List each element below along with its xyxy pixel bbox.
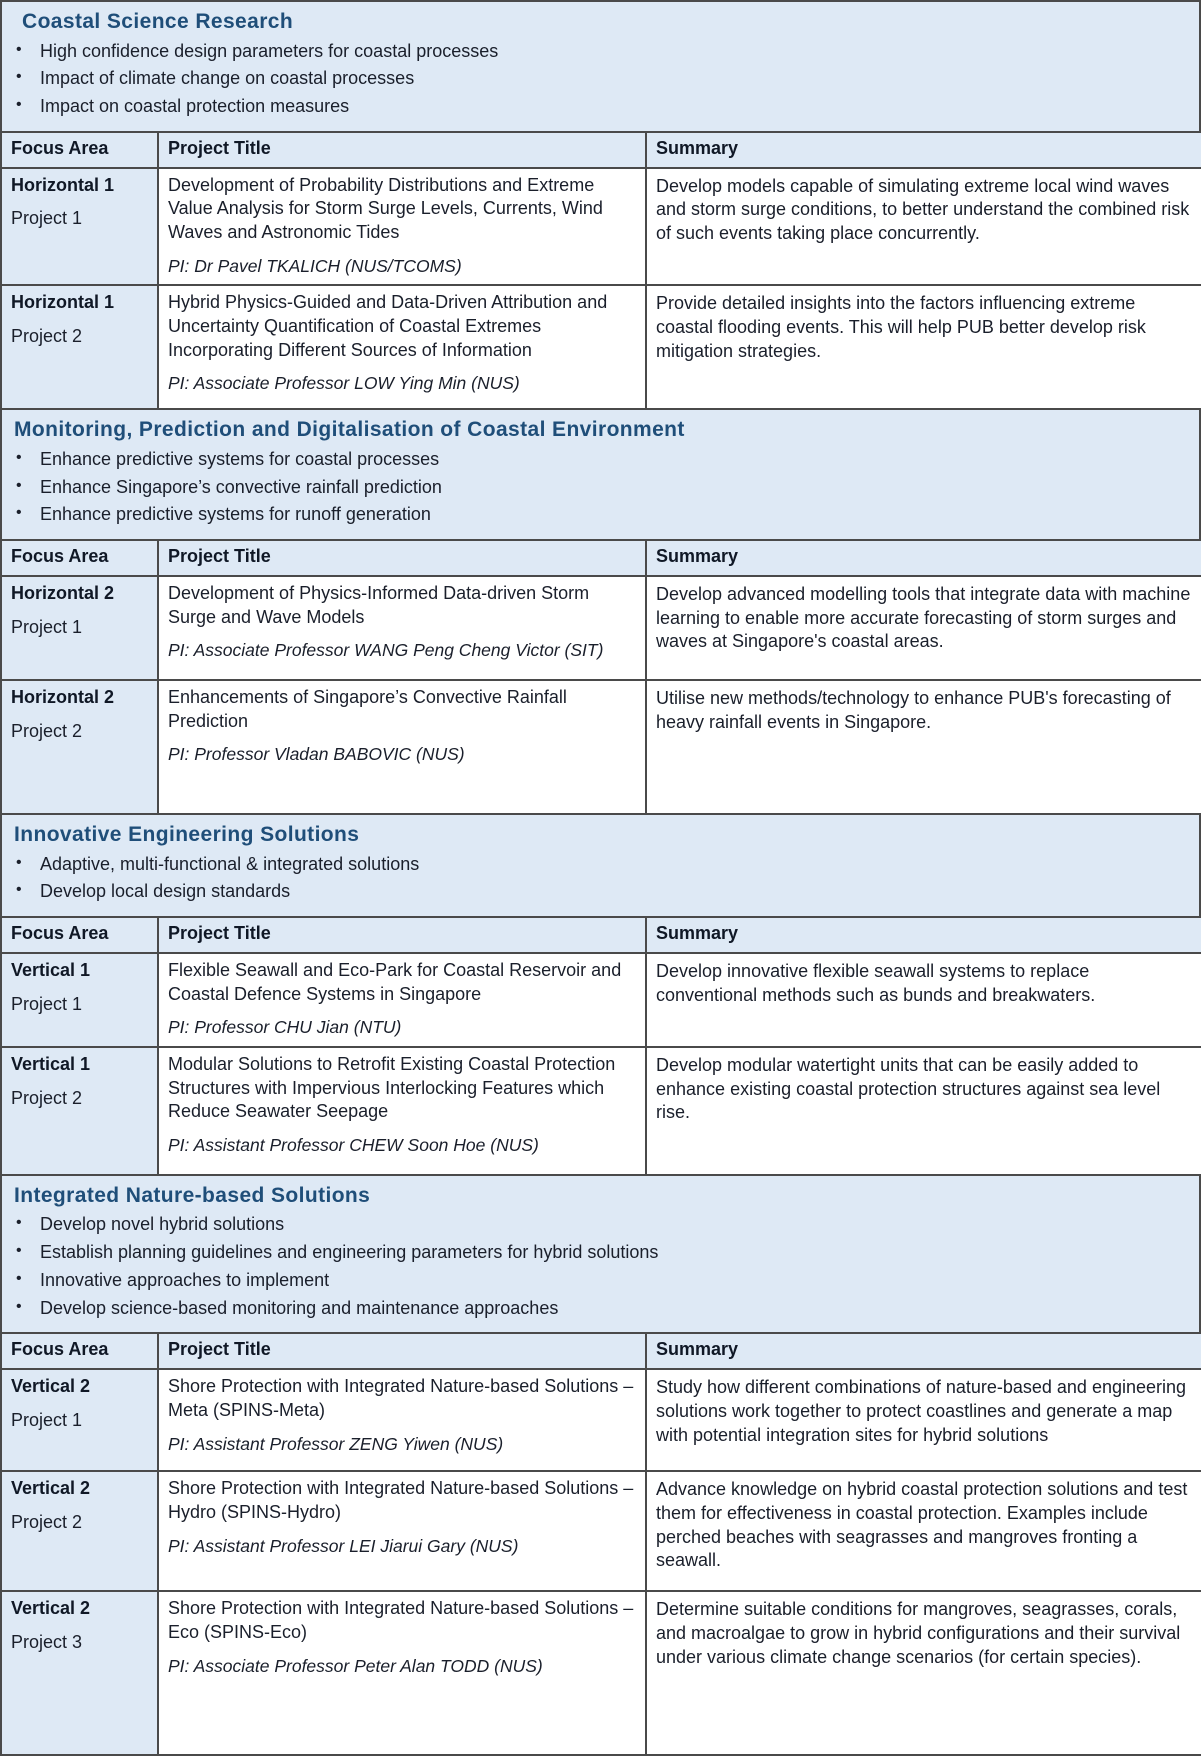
pi-text: PI: Professor CHU Jian (NTU) xyxy=(168,1017,402,1038)
section-integrated-nature-based-solutions xyxy=(0,1174,1201,1756)
pi-text: PI: Associate Professor WANG Peng Cheng Victor (SIT) xyxy=(168,640,604,661)
project-number-label: Project 1 xyxy=(11,993,83,1014)
column-header-summary: Summary xyxy=(646,540,1201,576)
project-title-text: Enhancements of Singapore’s Convective Rainfall Prediction xyxy=(168,686,567,731)
column-header-focus-area: Focus Area xyxy=(1,132,158,168)
pi-text: PI: Associate Professor Peter Alan TODD (NUS) xyxy=(168,1655,543,1676)
project-row xyxy=(1,1591,1201,1755)
focus-area-cell xyxy=(1,1591,158,1755)
section-objectives-list xyxy=(12,448,1189,527)
objective-bullet: • Enhance predictive systems for coastal processes xyxy=(14,448,1189,472)
summary-cell xyxy=(646,1591,1201,1755)
project-title-cell xyxy=(158,285,646,409)
project-title-text: Development of Physics-Informed Data-driven Storm Surge and Wave Models xyxy=(168,582,590,627)
pi-text: PI: Associate Professor LOW Ying Min (NUS) xyxy=(168,373,520,394)
summary-text: Develop models capable of simulating extreme local wind waves and storm surge conditions, to better understand the combined risk of such events taking place concurrently. xyxy=(656,175,1190,244)
projects-table xyxy=(0,131,1201,410)
section-header-band xyxy=(0,1174,1201,1335)
project-title-text: Flexible Seawall and Eco-Park for Coastal Reservoir and Coastal Defence Systems in Singapore xyxy=(168,959,622,1004)
project-title-cell xyxy=(158,1047,646,1175)
project-row xyxy=(1,576,1201,680)
objective-bullet: • Develop science-based monitoring and maintenance approaches xyxy=(14,1297,1189,1321)
project-row xyxy=(1,168,1201,285)
focus-area-label: Vertical 1 xyxy=(11,1053,91,1074)
focus-area-label: Vertical 2 xyxy=(11,1376,91,1397)
summary-text: Develop modular watertight units that can be easily added to enhance existing coastal protection structures against sea level rise. xyxy=(656,1054,1161,1123)
summary-cell xyxy=(646,1047,1201,1175)
project-row xyxy=(1,1369,1201,1471)
section-objectives-list xyxy=(12,40,1189,119)
section-header-band xyxy=(0,813,1201,918)
summary-text: Develop innovative flexible seawall systems to replace conventional methods such as bunds and breakwaters. xyxy=(656,960,1096,1005)
section-objectives-list xyxy=(12,853,1189,905)
objective-bullet: • High confidence design parameters for coastal processes xyxy=(14,40,1189,64)
objective-bullet: • Impact on coastal protection measures xyxy=(14,95,1189,119)
section-title: Monitoring, Prediction and Digitalisation of Coastal Environment xyxy=(14,418,685,442)
pi-text: PI: Assistant Professor CHEW Soon Hoe (NUS) xyxy=(168,1135,539,1155)
column-header-summary: Summary xyxy=(646,1333,1201,1369)
focus-area-cell xyxy=(1,680,158,814)
project-row xyxy=(1,1047,1201,1175)
column-header-project-title: Project Title xyxy=(158,917,646,953)
project-title-text: Development of Probability Distributions and Extreme Value Analysis for Storm Surge Levels, Currents, Wind Waves and Astronomic Tides xyxy=(168,174,603,243)
section-title: Integrated Nature-based Solutions xyxy=(14,1183,371,1207)
summary-text: Determine suitable conditions for mangroves, seagrasses, corals, and macroalgae to grow in hybrid configurations and their survival under various climate change scenarios (for certain species). xyxy=(656,1599,1181,1667)
section-monitoring-prediction-digitalisation xyxy=(0,408,1201,815)
project-row xyxy=(1,1471,1201,1591)
project-title-text: Shore Protection with Integrated Nature-based Solutions – Hydro (SPINS-Hydro) xyxy=(168,1478,634,1522)
project-row xyxy=(1,953,1201,1047)
projects-table xyxy=(0,539,1201,815)
summary-cell xyxy=(646,680,1201,814)
column-header-project-title: Project Title xyxy=(158,1333,646,1369)
pi-text: PI: Assistant Professor ZENG Yiwen (NUS) xyxy=(168,1433,504,1454)
objective-bullet: • Develop local design standards xyxy=(14,880,1189,904)
section-header-band xyxy=(0,408,1201,541)
column-header-focus-area: Focus Area xyxy=(1,917,158,953)
objective-bullet: • Enhance Singapore’s convective rainfall prediction xyxy=(14,476,1189,500)
project-title-text: Shore Protection with Integrated Nature-based Solutions – Eco (SPINS-Eco) xyxy=(168,1598,634,1642)
projects-table xyxy=(0,916,1201,1176)
project-number-label: Project 2 xyxy=(11,720,83,741)
focus-area-cell xyxy=(1,1369,158,1471)
focus-area-cell xyxy=(1,953,158,1047)
objective-bullet: • Adaptive, multi-functional & integrated solutions xyxy=(14,853,1189,877)
project-title-cell xyxy=(158,168,646,285)
pi-text: PI: Assistant Professor LEI Jiarui Gary (NUS) xyxy=(168,1535,519,1556)
summary-cell xyxy=(646,1369,1201,1471)
project-title-text: Shore Protection with Integrated Nature-based Solutions – Meta (SPINS-Meta) xyxy=(168,1376,634,1420)
focus-area-cell xyxy=(1,1047,158,1175)
summary-cell xyxy=(646,576,1201,680)
pi-text: PI: Dr Pavel TKALICH (NUS/TCOMS) xyxy=(168,255,462,276)
focus-area-label: Horizontal 1 xyxy=(11,174,115,195)
objective-bullet: • Develop novel hybrid solutions xyxy=(14,1213,1189,1237)
project-row xyxy=(1,680,1201,814)
project-title-text: Hybrid Physics-Guided and Data-Driven Attribution and Uncertainty Quantification of Coastal Extremes Incorporating Different Sources of Information xyxy=(168,292,608,360)
pi-text: PI: Professor Vladan BABOVIC (NUS) xyxy=(168,744,465,765)
project-number-label: Project 1 xyxy=(11,208,83,229)
project-title-cell xyxy=(158,576,646,680)
summary-text: Advance knowledge on hybrid coastal protection solutions and test them for effectiveness in coastal protection. Examples include perched beaches with seagrasses and mangroves fronting a seawall. xyxy=(656,1479,1188,1571)
project-title-cell xyxy=(158,1369,646,1471)
focus-area-label: Horizontal 2 xyxy=(11,582,115,603)
focus-area-label: Horizontal 1 xyxy=(11,292,115,313)
section-title: Coastal Science Research xyxy=(22,10,294,33)
section-objectives-list xyxy=(12,1213,1189,1320)
column-header-project-title: Project Title xyxy=(158,132,646,168)
column-header-summary: Summary xyxy=(646,132,1201,168)
focus-area-label: Vertical 2 xyxy=(11,1478,91,1499)
project-number-label: Project 1 xyxy=(11,1409,83,1430)
summary-text: Provide detailed insights into the factors influencing extreme coastal flooding events. This will help PUB better develop risk mitigation strategies. xyxy=(656,293,1146,361)
summary-text: Study how different combinations of nature-based and engineering solutions work together to protect coastlines and generate a map with potential integration sites for hybrid solutions xyxy=(656,1377,1187,1445)
summary-cell xyxy=(646,1471,1201,1591)
column-header-summary: Summary xyxy=(646,917,1201,953)
summary-text: Utilise new methods/technology to enhance PUB's forecasting of heavy rainfall events in Singapore. xyxy=(656,687,1171,732)
focus-area-label: Horizontal 2 xyxy=(11,686,115,707)
column-header-focus-area: Focus Area xyxy=(1,540,158,576)
project-title-cell xyxy=(158,680,646,814)
summary-text: Develop advanced modelling tools that integrate data with machine learning to enable more accurate forecasting of storm surges and waves at Singapore's coastal areas. xyxy=(656,583,1191,652)
focus-area-cell xyxy=(1,285,158,409)
section-innovative-engineering-solutions xyxy=(0,813,1201,1176)
column-header-project-title: Project Title xyxy=(158,540,646,576)
project-number-label: Project 2 xyxy=(11,1087,83,1108)
project-number-label: Project 1 xyxy=(11,616,83,637)
project-row xyxy=(1,285,1201,409)
section-coastal-science-research xyxy=(0,0,1201,410)
project-title-cell xyxy=(158,953,646,1047)
focus-area-cell xyxy=(1,576,158,680)
section-header-band xyxy=(0,0,1201,133)
focus-area-cell xyxy=(1,1471,158,1591)
summary-cell xyxy=(646,285,1201,409)
summary-cell xyxy=(646,953,1201,1047)
project-title-cell xyxy=(158,1591,646,1755)
projects-table xyxy=(0,1332,1201,1756)
project-title-cell xyxy=(158,1471,646,1591)
focus-area-label: Vertical 2 xyxy=(11,1598,91,1619)
column-header-focus-area: Focus Area xyxy=(1,1333,158,1369)
focus-area-cell xyxy=(1,168,158,285)
section-title: Innovative Engineering Solutions xyxy=(14,822,360,846)
project-number-label: Project 3 xyxy=(11,1631,83,1652)
project-number-label: Project 2 xyxy=(11,1511,83,1532)
project-title-text: Modular Solutions to Retrofit Existing Coastal Protection Structures with Impervious Interlocking Features which Reduce Seawater Seepage xyxy=(168,1053,616,1122)
objective-bullet: • Establish planning guidelines and engineering parameters for hybrid solutions xyxy=(14,1241,1189,1265)
objective-bullet: • Innovative approaches to implement xyxy=(14,1269,1189,1293)
objective-bullet: • Enhance predictive systems for runoff generation xyxy=(14,503,1189,527)
project-number-label: Project 2 xyxy=(11,325,83,346)
objective-bullet: • Impact of climate change on coastal processes xyxy=(14,67,1189,91)
summary-cell xyxy=(646,168,1201,285)
focus-area-label: Vertical 1 xyxy=(11,959,91,980)
